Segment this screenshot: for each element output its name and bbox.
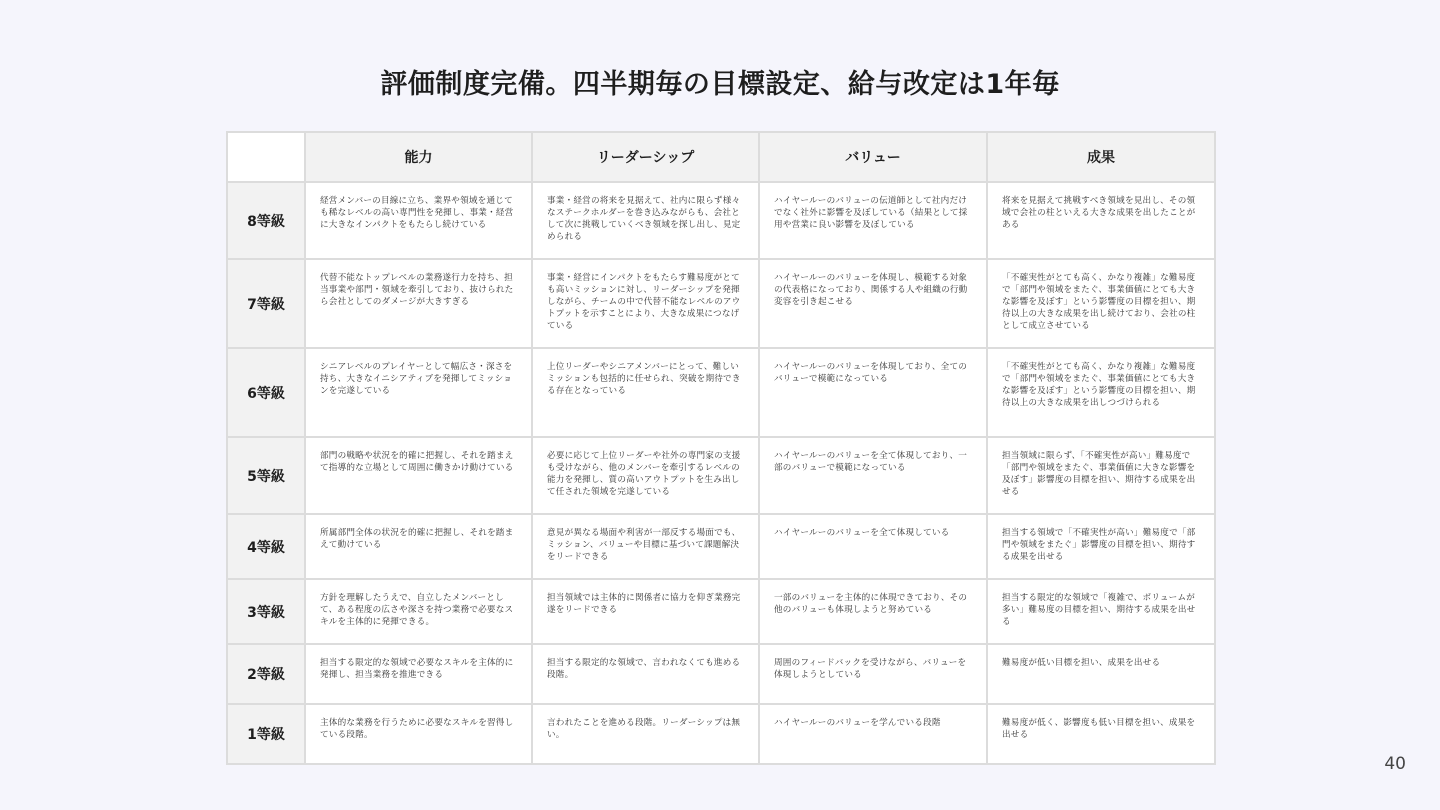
table-cell-ability: シニアレベルのプレイヤーとして幅広さ・深さを持ち、大きなイニシアティブを発揮してミッションを完遂している <box>305 348 532 437</box>
column-header-leadership: リーダーシップ <box>532 132 759 182</box>
table-row <box>227 348 1215 437</box>
table-cell-results: 将来を見据えて挑戦すべき領域を見出し、その領域で会社の柱といえる大きな成果を出したことがある <box>987 182 1215 259</box>
table-cell-ability: 主体的な業務を行うために必要なスキルを習得している段階。 <box>305 704 532 764</box>
table-cell-ability: 代替不能なトップレベルの業務遂行力を持ち、担当事業や部門・領域を牽引しており、抜けられたら会社としてのダメージが大きすぎる <box>305 259 532 348</box>
grade-evaluation-table <box>226 131 1216 765</box>
column-header-value: バリュー <box>759 132 987 182</box>
table-header-row <box>227 132 1215 182</box>
table-cell-leadership: 意見が異なる場面や利害が一部反する場面でも、ミッション、バリューや目標に基づいて課題解決をリードできる <box>532 514 759 579</box>
table-cell-value: ハイヤールーのバリューを学んでいる段階 <box>759 704 987 764</box>
table-cell-results: 「不確実性がとても高く、かなり複雑」な難易度で「部門や領域をまたぐ、事業価値にとても大きな影響を及ぼす」という影響度の目標を担い、期待以上の大きな成果を出しつづけられる <box>987 348 1215 437</box>
column-header-results: 成果 <box>987 132 1215 182</box>
table-cell-value: 周囲のフィードバックを受けながら、バリューを体現しようとしている <box>759 644 987 704</box>
table-cell-results: 担当する領域で「不確実性が高い」難易度で「部門や領域をまたぐ」影響度の目標を担い、期待する成果を出せる <box>987 514 1215 579</box>
table-cell-leadership: 担当領域では主体的に関係者に協力を仰ぎ業務完遂をリードできる <box>532 579 759 644</box>
table-cell-value: ハイヤールーのバリューの伝道師として社内だけでなく社外に影響を及ぼしている（結果として採用や営業に良い影響を及ぼしている <box>759 182 987 259</box>
table-cell-results: 担当領域に限らず、「不確実性が高い」難易度で「部門や領域をまたぐ、事業価値に大きな影響を及ぼす」影響度の目標を担い、期待する成果を出せる <box>987 437 1215 514</box>
table-cell-results: 難易度が低く、影響度も低い目標を担い、成果を出せる <box>987 704 1215 764</box>
table-cell-results: 難易度が低い目標を担い、成果を出せる <box>987 644 1215 704</box>
table-cell-value: 一部のバリューを主体的に体現できており、その他のバリューも体現しようと努めている <box>759 579 987 644</box>
slide-title: 評価制度完備。四半期毎の目標設定、給与改定は1年毎 <box>380 69 1060 100</box>
table-corner-cell <box>227 132 305 182</box>
table-row <box>227 644 1215 704</box>
table-row <box>227 437 1215 514</box>
table-cell-value: ハイヤールーのバリューを全て体現している <box>759 514 987 579</box>
table-cell-leadership: 事業・経営の将来を見据えて、社内に限らず様々なステークホルダーを巻き込みながらも、会社として次に挑戦していくべき領域を探し出し、見定められる <box>532 182 759 259</box>
column-header-ability: 能力 <box>305 132 532 182</box>
table-cell-results: 担当する限定的な領域で「複雑で、ボリュームが多い」難易度の目標を担い、期待する成果を出せる <box>987 579 1215 644</box>
grade-label: 5等級 <box>227 437 305 514</box>
table-cell-leadership: 事業・経営にインパクトをもたらす難易度がとても高いミッションに対し、リーダーシップを発揮しながら、チームの中で代替不能なレベルのアウトプットを示すことにより、大きな成果につなげている <box>532 259 759 348</box>
page-number: 40 <box>1384 754 1406 774</box>
table-cell-value: ハイヤールーのバリューを体現し、模範する対象の代表格になっており、関係する人や組織の行動変容を引き起こせる <box>759 259 987 348</box>
table-cell-leadership: 必要に応じて上位リーダーや社外の専門家の支援も受けながら、他のメンバーを牽引するレベルの能力を発揮し、質の高いアウトプットを生み出して任された領域を完遂している <box>532 437 759 514</box>
grade-label: 2等級 <box>227 644 305 704</box>
table-row <box>227 182 1215 259</box>
table-row <box>227 704 1215 764</box>
grade-label: 7等級 <box>227 259 305 348</box>
table-row <box>227 579 1215 644</box>
grade-label: 4等級 <box>227 514 305 579</box>
table-row <box>227 259 1215 348</box>
table-cell-ability: 所属部門全体の状況を的確に把握し、それを踏まえて動けている <box>305 514 532 579</box>
table-cell-ability: 経営メンバーの目線に立ち、業界や領域を通じても稀なレベルの高い専門性を発揮し、事業・経営に大きなインパクトをもたらし続けている <box>305 182 532 259</box>
table-row <box>227 514 1215 579</box>
table-cell-results: 「不確実性がとても高く、かなり複雑」な難易度で「部門や領域をまたぐ、事業価値にとても大きな影響を及ぼす」という影響度の目標を担い、期待以上の大きな成果を出し続けており、会社の柱として成立させている <box>987 259 1215 348</box>
table-cell-leadership: 上位リーダーやシニアメンバーにとって、難しいミッションも包括的に任せられ、突破を期待できる存在となっている <box>532 348 759 437</box>
table-cell-value: ハイヤールーのバリューを体現しており、全てのバリューで模範になっている <box>759 348 987 437</box>
table-cell-leadership: 言われたことを進める段階。リーダーシップは無い。 <box>532 704 759 764</box>
grade-label: 1等級 <box>227 704 305 764</box>
grade-label: 8等級 <box>227 182 305 259</box>
table-cell-leadership: 担当する限定的な領域で、言われなくても進める段階。 <box>532 644 759 704</box>
table-cell-value: ハイヤールーのバリューを全て体現しており、一部のバリューで模範になっている <box>759 437 987 514</box>
grade-label: 6等級 <box>227 348 305 437</box>
table-cell-ability: 方針を理解したうえで、自立したメンバーとして、ある程度の広さや深さを持つ業務で必要なスキルを主体的に発揮できる。 <box>305 579 532 644</box>
grade-label: 3等級 <box>227 579 305 644</box>
table-cell-ability: 担当する限定的な領域で必要なスキルを主体的に発揮し、担当業務を推進できる <box>305 644 532 704</box>
table-cell-ability: 部門の戦略や状況を的確に把握し、それを踏まえて指導的な立場として周囲に働きかけ動けている <box>305 437 532 514</box>
